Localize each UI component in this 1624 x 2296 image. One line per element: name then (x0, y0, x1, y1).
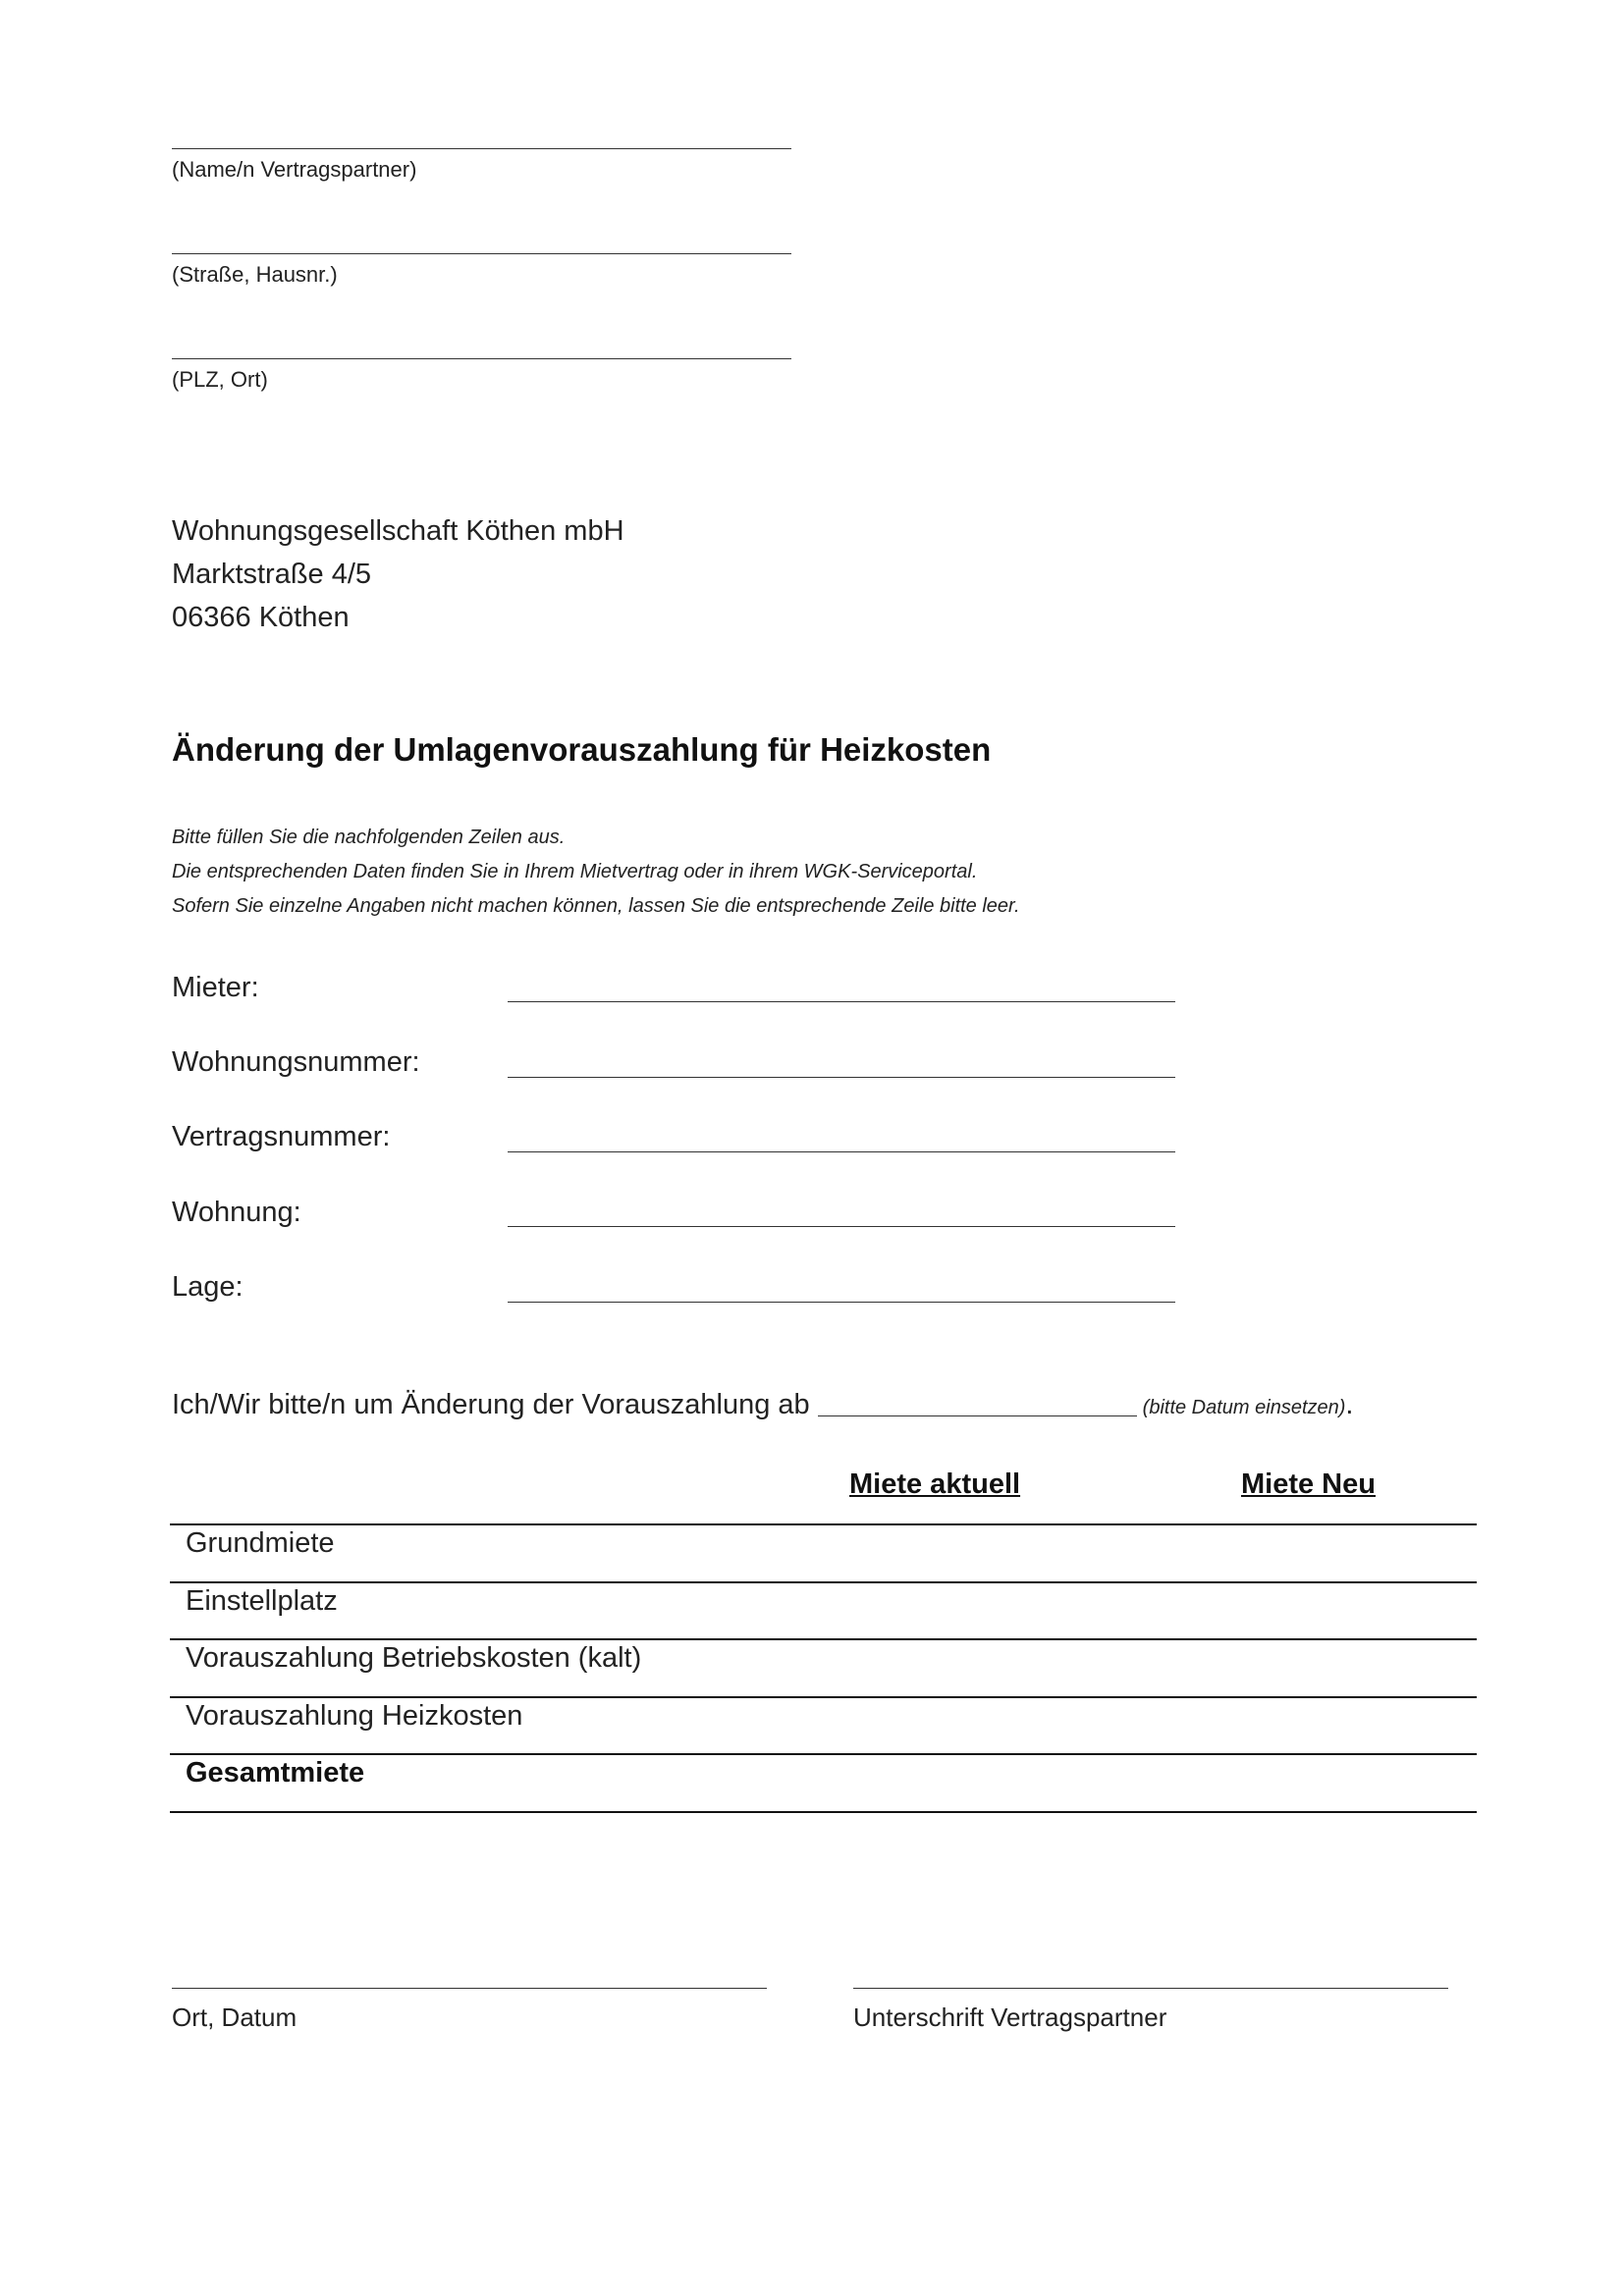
table-divider (170, 1753, 1477, 1755)
request-sentence (172, 1389, 1353, 1421)
signature-line[interactable] (853, 1988, 1448, 1989)
instruction-line: Bitte füllen Sie die nachfolgenden Zeilen aus. (172, 827, 566, 848)
request-date-note: (bitte Datum einsetzen) (1142, 1397, 1346, 1418)
field-input-wohnung[interactable] (508, 1226, 1175, 1227)
field-label-lage: Lage: (172, 1271, 244, 1303)
table-divider (170, 1696, 1477, 1698)
place-date-caption: Ort, Datum (172, 2002, 298, 2032)
recipient-company: Wohnungsgesellschaft Köthen mbH (172, 515, 624, 547)
field-input-wohnungsnummer[interactable] (508, 1077, 1175, 1078)
table-divider (170, 1523, 1477, 1525)
sender-name-line[interactable] (172, 148, 791, 149)
sender-city-caption: (PLZ, Ort) (172, 367, 268, 392)
field-label-vertragsnummer: Vertragsnummer: (172, 1121, 391, 1152)
table-row-label-heizkosten: Vorauszahlung Heizkosten (186, 1700, 523, 1732)
table-bottom-rule (170, 1811, 1477, 1813)
table-row-label-betriebskosten: Vorauszahlung Betriebskosten (kalt) (186, 1642, 642, 1674)
recipient-street: Marktstraße 4/5 (172, 559, 372, 590)
table-row-label-gesamtmiete: Gesamtmiete (186, 1757, 365, 1789)
field-label-wohnung: Wohnung: (172, 1197, 301, 1228)
sender-street-caption: (Straße, Hausnr.) (172, 262, 338, 287)
sender-city-line[interactable] (172, 358, 791, 359)
signature-caption: Unterschrift Vertragspartner (853, 2002, 1167, 2032)
column-header-miete-neu: Miete Neu (1241, 1468, 1376, 1500)
field-label-mieter: Mieter: (172, 972, 259, 1003)
recipient-city: 06366 Köthen (172, 602, 350, 633)
document-title: Änderung der Umlagenvorauszahlung für Heizkosten (172, 731, 992, 768)
table-divider (170, 1638, 1477, 1640)
sender-name-caption: (Name/n Vertragspartner) (172, 157, 417, 182)
table-row-label-grundmiete: Grundmiete (186, 1527, 335, 1559)
table-divider (170, 1581, 1477, 1583)
request-date-input[interactable] (818, 1415, 1137, 1416)
field-input-mieter[interactable] (508, 1001, 1175, 1002)
request-end: . (1345, 1389, 1354, 1420)
field-input-vertragsnummer[interactable] (508, 1151, 1175, 1152)
field-label-wohnungsnummer: Wohnungsnummer: (172, 1046, 420, 1078)
instruction-line: Sofern Sie einzelne Angaben nicht machen können, lassen Sie die entsprechende Zeile bitte leer. (172, 895, 1020, 917)
field-input-lage[interactable] (508, 1302, 1175, 1303)
sender-street-line[interactable] (172, 253, 791, 254)
request-text: Ich/Wir bitte/n um Änderung der Vorauszahlung ab (172, 1389, 810, 1420)
table-row-label-einstellplatz: Einstellplatz (186, 1585, 338, 1617)
instruction-line: Die entsprechenden Daten finden Sie in Ihrem Mietvertrag oder in ihrem WGK-Serviceportal. (172, 861, 978, 882)
column-header-miete-aktuell: Miete aktuell (849, 1468, 1021, 1500)
place-date-line[interactable] (172, 1988, 767, 1989)
